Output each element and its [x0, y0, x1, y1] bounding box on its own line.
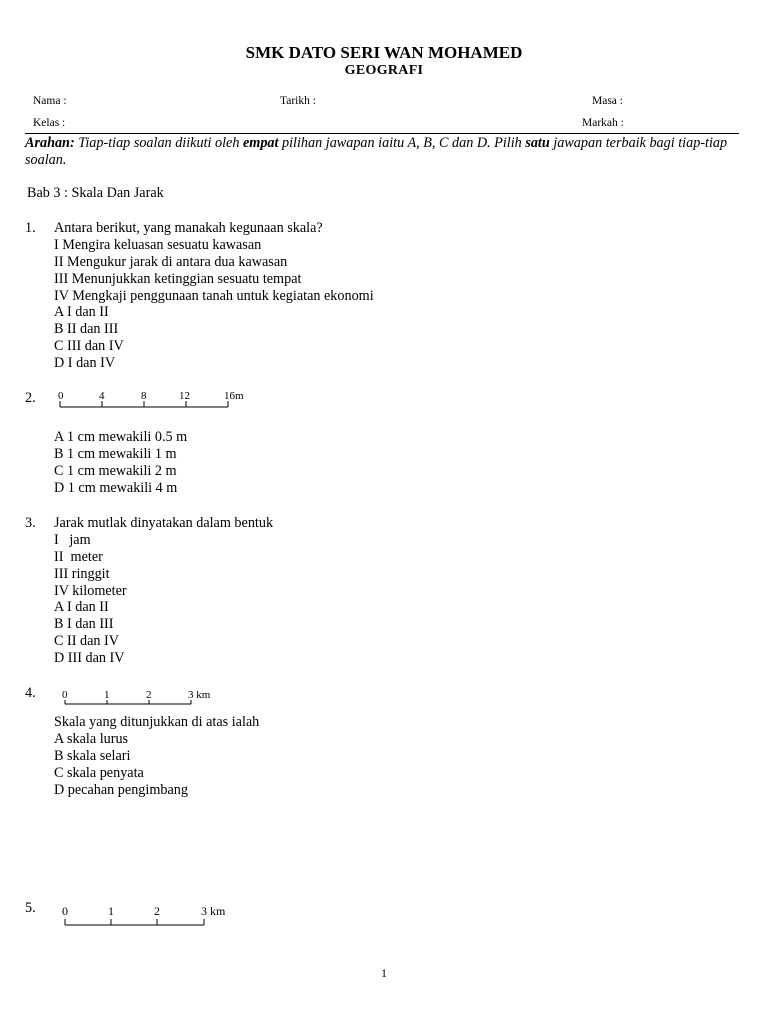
- field-kelas: Kelas :: [33, 117, 66, 129]
- question-1-option-a[interactable]: A I dan II: [54, 304, 109, 320]
- question-5-scale: [58, 903, 258, 929]
- question-4-tick-0: 0: [62, 689, 68, 701]
- question-2-option-d[interactable]: D 1 cm mewakili 4 m: [54, 480, 178, 496]
- question-1-stem: Antara berikut, yang manakah kegunaan skala?: [54, 220, 323, 236]
- question-5-tick-2: 2: [154, 904, 160, 918]
- field-tarikh: Tarikh :: [280, 95, 316, 107]
- instructions-text-2: pilihan jawapan iaitu A, B, C dan D. Pilih: [278, 135, 526, 151]
- question-3-item-4: IV kilometer: [54, 583, 127, 599]
- field-masa: Masa :: [592, 95, 623, 107]
- question-2-tick-0: 0: [58, 390, 64, 402]
- question-3-option-b[interactable]: B I dan III: [54, 616, 114, 632]
- question-2-tick-3: 12: [179, 390, 190, 402]
- question-3-number: 3.: [25, 515, 36, 531]
- question-1-item-2: II Mengukur jarak di antara dua kawasan: [54, 254, 288, 270]
- question-4-tick-2: 2: [146, 689, 152, 701]
- question-4-option-a[interactable]: A skala lurus: [54, 731, 129, 747]
- question-1-item-3: III Menunjukkan ketinggian sesuatu tempat: [54, 271, 302, 287]
- school-name: SMK DATO SERI WAN MOHAMED: [245, 43, 523, 62]
- subject-title: GEOGRAFI: [344, 63, 424, 78]
- question-3-option-c[interactable]: C II dan IV: [54, 633, 120, 649]
- question-4-scale: [58, 690, 238, 710]
- question-2-option-b[interactable]: B 1 cm mewakili 1 m: [54, 446, 177, 462]
- question-4-option-d[interactable]: D pecahan pengimbang: [54, 782, 188, 798]
- question-5-tick-1: 1: [108, 904, 114, 918]
- question-2-tick-2: 8: [141, 390, 147, 402]
- question-2-tick-4: 16m: [224, 390, 244, 402]
- instructions: [25, 135, 741, 169]
- question-5-tick-0: 0: [62, 904, 68, 918]
- question-3-option-a[interactable]: A I dan II: [54, 599, 109, 615]
- question-3-item-1: I jam: [54, 532, 91, 548]
- question-3-stem: Jarak mutlak dinyatakan dalam bentuk: [54, 515, 274, 531]
- instructions-text-3: jawapan terbaik bagi tiap-tiap soalan.: [25, 135, 728, 168]
- question-4-stem: Skala yang ditunjukkan di atas ialah: [54, 714, 260, 730]
- question-1-number: 1.: [25, 220, 36, 236]
- question-3-item-3: III ringgit: [54, 566, 110, 582]
- question-4-option-b[interactable]: B skala selari: [54, 748, 131, 764]
- question-4-tick-1: 1: [104, 689, 110, 701]
- instructions-bold-satu: satu: [525, 135, 550, 151]
- instructions-label: Arahan:: [25, 135, 75, 151]
- field-nama: Nama :: [33, 95, 67, 107]
- field-markah: Markah :: [582, 117, 624, 129]
- question-2-option-a[interactable]: A 1 cm mewakili 0.5 m: [54, 429, 188, 445]
- question-2-option-c[interactable]: C 1 cm mewakili 2 m: [54, 463, 177, 479]
- chapter-title: Bab 3 : Skala Dan Jarak: [27, 185, 164, 201]
- question-1-option-b[interactable]: B II dan III: [54, 321, 119, 337]
- question-4-number: 4.: [25, 685, 36, 701]
- question-4-tick-3: 3 km: [188, 689, 211, 701]
- question-5-tick-3: 3 km: [201, 904, 226, 918]
- question-5-number: 5.: [25, 900, 36, 916]
- question-1-option-d[interactable]: D I dan IV: [54, 355, 116, 371]
- question-2-scale: [55, 390, 255, 412]
- question-2-tick-1: 4: [99, 390, 105, 402]
- question-2-number: 2.: [25, 390, 36, 406]
- question-4-option-c[interactable]: C skala penyata: [54, 765, 144, 781]
- header-rule: [25, 133, 739, 134]
- question-1-item-1: I Mengira keluasan sesuatu kawasan: [54, 237, 262, 253]
- question-3-option-d[interactable]: D III dan IV: [54, 650, 125, 666]
- instructions-bold-empat: empat: [242, 135, 279, 151]
- instructions-text-1: Tiap-tiap soalan diikuti oleh: [74, 135, 243, 151]
- page-number: 1: [381, 966, 387, 980]
- question-1-item-4: IV Mengkaji penggunaan tanah untuk kegiatan ekonomi: [54, 288, 374, 304]
- question-3-item-2: II meter: [54, 549, 103, 565]
- question-1-option-c[interactable]: C III dan IV: [54, 338, 124, 354]
